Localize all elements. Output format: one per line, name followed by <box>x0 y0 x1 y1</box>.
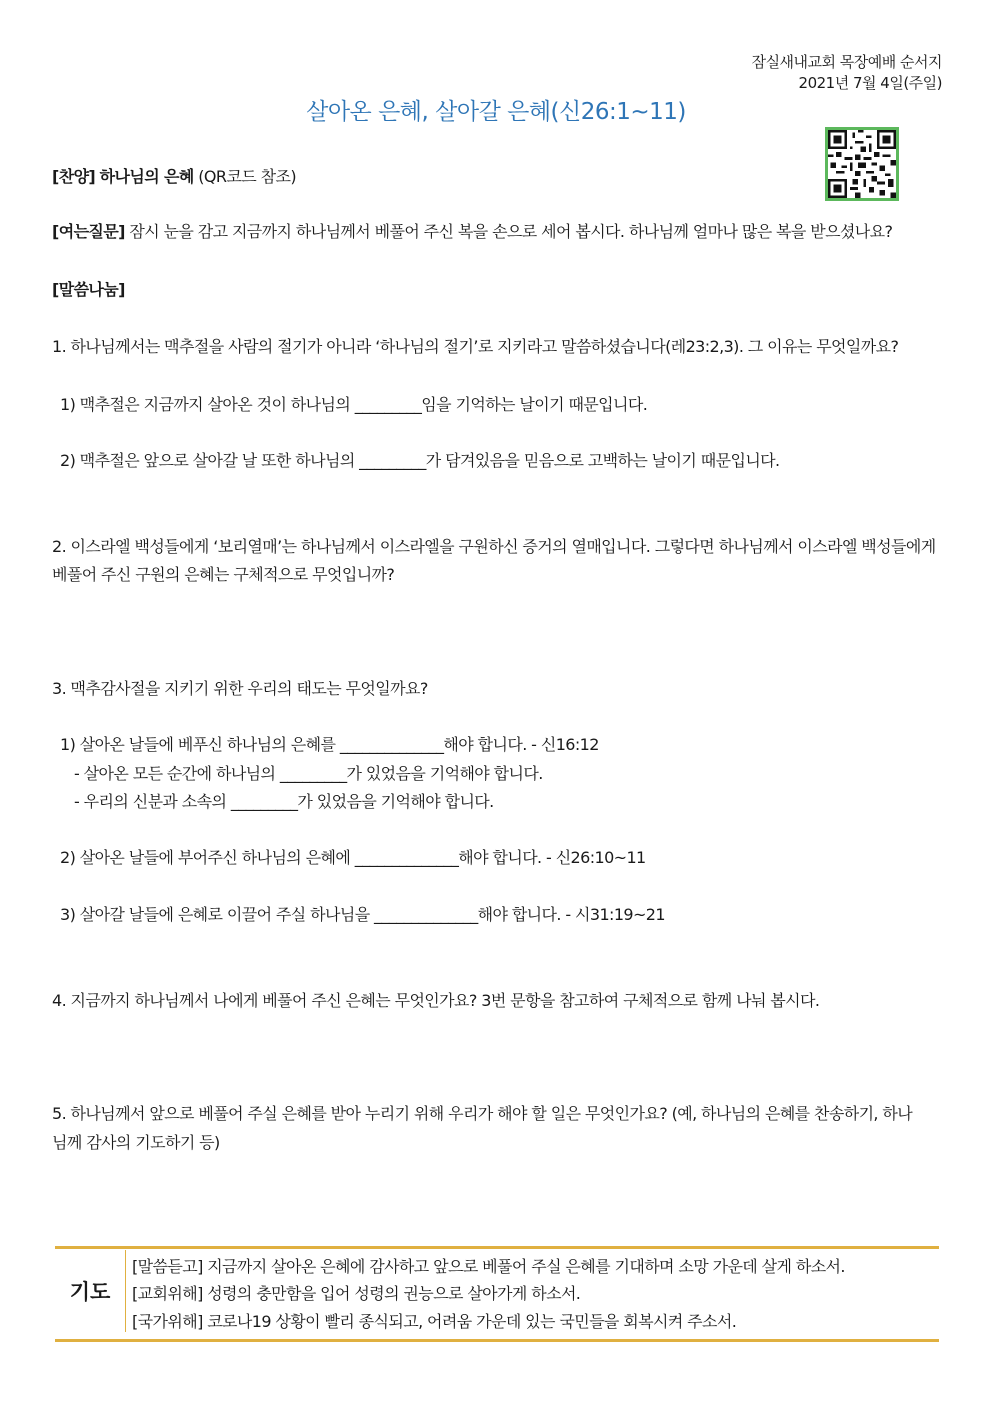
question-2-line-2: 베풀어 주신 구원의 은혜는 구체적으로 무엇입니까? <box>52 565 395 584</box>
question-1-answer-1: 1) 맥추절은 지금까지 살아온 것이 하나님의 _________임을 기억하는 날이기 때문입니다. <box>60 395 648 414</box>
prayer-item: [국가위해] 코로나19 상황이 빨리 종식되고, 어려움 가운데 있는 국민들을 회복시켜 주소서. <box>132 1312 737 1331</box>
opening-tag: [여는질문] <box>52 222 125 241</box>
question-5-line-2: 님께 감사의 기도하기 등) <box>52 1133 220 1152</box>
opening-text: 잠시 눈을 감고 지금까지 하나님께서 베풀어 주신 복을 손으로 세어 봅시다. 하나님께 얼마나 많은 복을 받으셨나요? <box>129 222 893 241</box>
prayer-item: [말씀듣고] 지금까지 살아온 은혜에 감사하고 앞으로 베풀어 주실 은혜를 기대하며 소망 가운데 살게 하소서. <box>132 1257 845 1276</box>
question-3-answer-1-sub-2: - 우리의 신분과 소속의 _________가 있었음을 기억해야 합니다. <box>74 792 494 811</box>
praise-song: 하나님의 은혜 <box>99 167 194 186</box>
praise-note: (QR코드 참조) <box>198 167 296 186</box>
question-1: 1. 하나님께서는 맥추절을 사람의 절기가 아니라 ‘하나님의 절기’로 지키라고 말씀하셨습니다(레23:2,3). 그 이유는 무엇일까요? <box>52 337 899 356</box>
opening-question <box>52 219 892 242</box>
church-name: 잠실새내교회 목장예배 순서지 <box>751 53 942 71</box>
service-date: 2021년 7월 4일(주일) <box>798 74 942 92</box>
prayer-item: [교회위해] 성령의 충만함을 입어 성령의 권능으로 살아가게 하소서. <box>132 1284 581 1303</box>
section-label: [말씀나눔] <box>52 280 125 299</box>
question-3-answer-3: 3) 살아갈 날들에 은혜로 이끌어 주실 하나님을 ______________해야 합니다. - 시31:19~21 <box>60 905 665 924</box>
question-2-line-1: 2. 이스라엘 백성들에게 ‘보리열매’는 하나님께서 이스라엘을 구원하신 증거의 열매입니다. 그렇다면 하나님께서 이스라엘 백성들에게 <box>52 537 936 556</box>
question-3-answer-1: 1) 살아온 날들에 베푸신 하나님의 은혜를 ______________해야 합니다. - 신16:12 <box>60 735 599 754</box>
question-3-answer-1-sub-1: - 살아온 모든 순간에 하나님의 _________가 있었음을 기억해야 합니다. <box>74 764 543 783</box>
question-5-line-1: 5. 하나님께서 앞으로 베풀어 주실 은혜를 받아 누리기 위해 우리가 해야 할 일은 무엇인가요? (예, 하나님의 은혜를 찬송하기, 하나 <box>52 1104 913 1123</box>
prayer-heading: 기도 <box>55 1250 126 1332</box>
question-3-answer-2: 2) 살아온 날들에 부어주신 하나님의 은혜에 ______________해야 합니다. - 신26:10~11 <box>60 848 646 867</box>
question-3: 3. 맥추감사절을 지키기 위한 우리의 태도는 무엇일까요? <box>52 679 428 698</box>
praise-line <box>52 164 296 187</box>
question-4: 4. 지금까지 하나님께서 나에게 베풀어 주신 은혜는 무엇인가요? 3번 문항을 참고하여 구체적으로 함께 나눠 봅시다. <box>52 991 820 1010</box>
question-1-answer-2: 2) 맥추절은 앞으로 살아갈 날 또한 하나님의 _________가 담겨있음을 믿음으로 고백하는 날이기 때문입니다. <box>60 451 780 470</box>
page-title: 살아온 은혜, 살아갈 은혜(신26:1~11) <box>306 99 686 125</box>
qr-code-icon <box>825 127 899 201</box>
praise-tag: [찬양] <box>52 167 96 186</box>
